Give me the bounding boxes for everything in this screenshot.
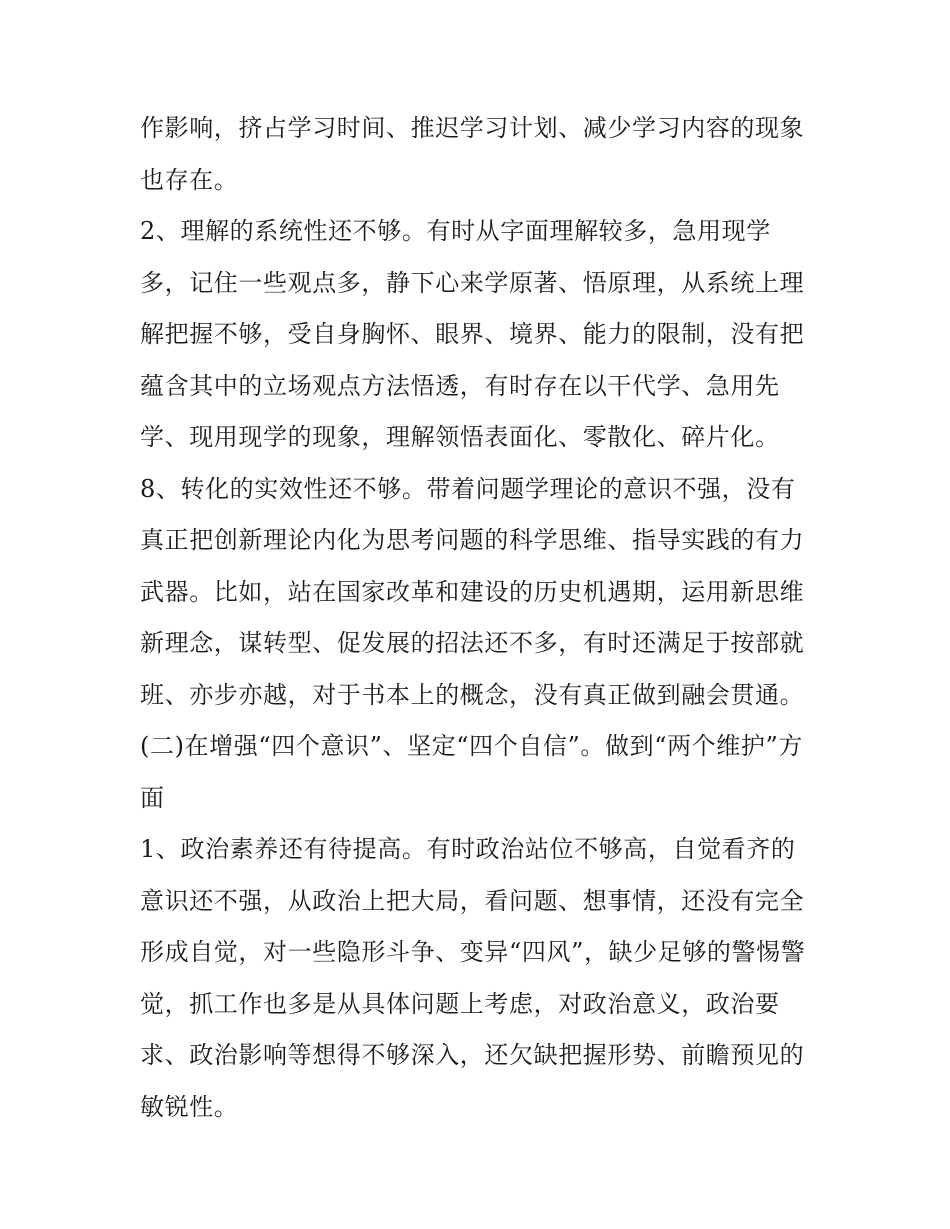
text-line: 1、政治素养还有待提高。有时政治站位不够高，自觉看齐的: [140, 835, 796, 863]
text-line: 作影响，挤占学习时间、推迟学习计划、减少学习内容的现象: [140, 114, 805, 142]
text-line: 意识还不强，从政治上把大局，看问题、想事情，还没有完全: [140, 886, 805, 915]
text-line: 班、亦步亦越，对于书本上的概念，没有真正做到融会贯通。: [140, 680, 805, 709]
text-line: 形成自觉，对一些隐形斗争、变异“四风”，缺少足够的警惕警: [140, 938, 806, 966]
section-heading-line: 面: [140, 783, 165, 812]
text-line: 2、理解的系统性还不够。有时从字面理解较多，急用现学: [140, 217, 771, 245]
text-line: 解把握不够，受自身胸怀、眼界、境界、能力的限制，没有把: [140, 320, 805, 348]
text-line: 武器。比如，站在国家改革和建设的历史机遇期，运用新思维: [140, 577, 805, 606]
text-line: 敏锐性。: [140, 1092, 239, 1121]
document-body: [140, 103, 820, 1133]
text-line: 也存在。: [140, 165, 239, 194]
text-line: 学、现用现学的现象，理解领悟表面化、零散化、碎片化。: [140, 423, 780, 451]
text-line: 觉，抓工作也多是从具体问题上考虑，对政治意义，政治要: [140, 989, 780, 1018]
text-line: 多，记住一些观点多，静下心来学原著、悟原理，从系统上理: [140, 268, 805, 297]
text-line: 蕴含其中的立场观点方法悟透，有时存在以干代学、急用先: [140, 371, 780, 400]
text-line: 8、转化的实效性还不够。带着问题学理论的意识不强，没有: [140, 474, 796, 503]
text-line: 求、政治影响等想得不够深入，还欠缺把握形势、前瞻预见的: [140, 1041, 805, 1069]
text-line: 真正把创新理论内化为思考问题的科学思维、指导实践的有力: [140, 526, 805, 554]
text-line: 新理念，谋转型、促发展的招法还不多，有时还满足于按部就: [140, 629, 805, 657]
section-heading-line: (二)在增强“四个意识”、坚定“四个自信”。做到“两个维护”方: [140, 732, 803, 760]
